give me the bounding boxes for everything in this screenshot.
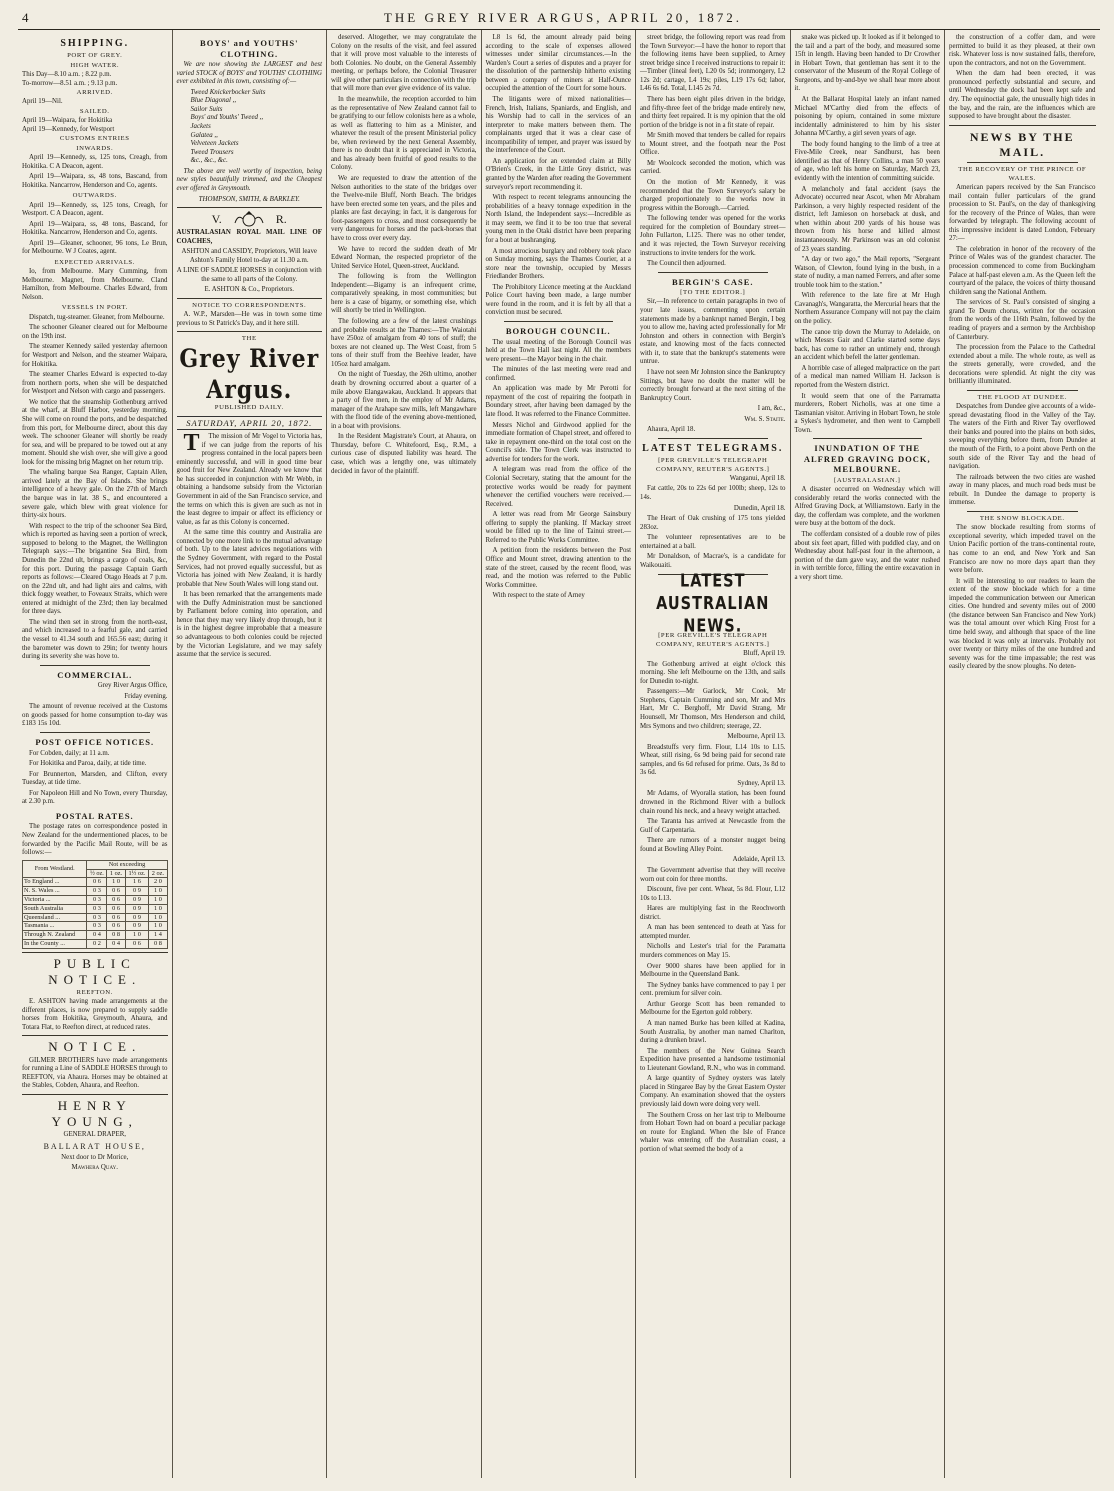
commercial-office: Grey River Argus Office, — [97, 682, 168, 690]
prince-paragraph: The celebration in honor of the recovery of the Prince of Wales was of the grandest character. The procession commenced to come from Buckingham Palace at half-past eleven a.m. As the Queen left the courtyard of the palace, the voices of thirty thousand children sang the National Anthem. — [949, 245, 1096, 296]
sailed-entry: April 19—Kennedy, for Westport — [22, 125, 115, 133]
clothing-heading: BOYS' and YOUTHS' CLOTHING. — [200, 38, 299, 59]
article-paragraph: The following are a few of the latest crushings and probable results at the Thames:—The Waiotahi have 250oz of amalgam from 40 tons of stuff; the boxes are not cleaned up. The West Coast, from 5 tons of their stuff from the Beehive leader, have 105oz hard amalgam. — [331, 318, 477, 368]
telegram-place: Wanganui, April 18. — [729, 474, 786, 482]
henry-young-heading: HENRY YOUNG, — [51, 1097, 138, 1129]
aus-text: A man named Burke has been killed at Kadina, South Australia, by another man named Charlton, during a drunken brawl. — [640, 1019, 786, 1045]
rates-row — [23, 922, 168, 931]
borough-paragraph: With respect to the state of Arney — [492, 592, 585, 600]
telegram-text: The Heart of Oak crushing of 175 tons yielded 283oz. — [640, 515, 786, 531]
shipping-news: We notice that the steamship Gothenburg arrived at the wharf, at Bluff Harbor, yesterday morning. She will come on round the ports, and be despatched from this port, for Melbourne direct, about this day week. The schooner Gleaner will shortly be ready for sea, and will be prepared to be towed out at any moment. Should she wish over, she will give a good look for the missing brig Magnet on her return trip. — [22, 398, 168, 466]
clothing-item: Tweed Trousers — [190, 148, 234, 156]
rates-value: 0 9 — [125, 922, 149, 931]
news-by-mail-heading: NEWS BY THE MAIL. — [969, 129, 1075, 159]
aus-text: A horrible case of alleged malpractice on the part of a medical man named William H. Jackson is reported from the Western district. — [794, 364, 940, 389]
sailed-entry: April 19—Waipara, for Hokitika — [22, 117, 113, 125]
rates-row — [23, 878, 168, 887]
rates-value: 0 2 — [87, 939, 107, 948]
column-6 — [791, 30, 946, 1478]
aus-text: With reference to the late fire at Mr Hugh Cavanagh's, Wangaratta, the Mercurial hears that the Northern Assurance Company will not pay the claim on the policy. — [794, 292, 940, 325]
inwards-heading: INWARDS. — [76, 144, 114, 152]
aus-text: The Taranta has arrived at Newcastle from the Gulf of Carpentaria. — [640, 818, 786, 834]
aus-text: Arthur George Scott has been remanded to Melbourne for the Egerton gold robbery. — [640, 1000, 786, 1017]
aus-place: Melbourne, April 13. — [727, 733, 786, 741]
telegram-text: Fat cattle, 20s to 22s 6d per 100lb; sheep, 12s to 14s. — [640, 485, 786, 501]
post-office-heading: POST OFFICE NOTICES. — [35, 737, 155, 748]
article-paragraph: A most atrocious burglary and robbery took place on Sunday morning, says the Thames Courier, at a store near the township, occupied by Messrs Friedlander Brothers. — [485, 247, 631, 281]
correspondents-text: A. W.P., Marsden—He was in town some time previous to St Patrick's Day, and it here still. — [176, 311, 322, 327]
rates-from-header: From Westland. — [23, 860, 87, 878]
page-number: 4 — [22, 10, 30, 25]
borough-paragraph: An application was made by Mr Perotti for repayment of the cost of repairing the footpath in Boundary street, after having been damaged by the late flood. It was referred to the Finance Committee. — [485, 385, 631, 419]
aus-text: The canoe trip down the Murray to Adelaide, on which Messrs Gair and Clarke started some days back, has come to rather an untimely end, through an accident which befell the latter gentleman. — [794, 328, 940, 362]
clothing-item: Jackets — [190, 123, 211, 130]
post-notice: For Napoleon Hill and No Town, every Thursday, at 2.30 p.m. — [22, 789, 168, 806]
column-2 — [173, 30, 328, 1478]
rates-value: 0 6 — [107, 895, 125, 904]
bergin-signature: Wm. S. Staite. — [744, 415, 786, 423]
high-water-heading: HIGH WATER. — [70, 61, 120, 69]
rates-value: 1 0 — [149, 887, 167, 896]
prince-paragraph: American papers received by the San Francisco mail contain fuller particulars of the grand procession to St. Paul's, on the day of thanksgiving for the recovery of the Prince of Wales, than were forwarded by telegraph. The following account of this impressive incident is dated London, February 27:— — [949, 183, 1096, 243]
latest-telegrams-heading: LATEST TELEGRAMS. — [642, 442, 784, 454]
dundee-paragraph: Despatches from Dundee give accounts of a wide-spread devastating flood in the Valley of the Tay. The waters of the Firth and River Tay overflowed their banks and poured into the plains on both sides, sweeping everything before them, from Dundee at the mouth of the Firth, to a point above Perth on the south side of the River Tay and the head of navigation. — [949, 403, 1096, 471]
rates-value: 0 9 — [125, 913, 149, 922]
borough-paragraph: street bridge, the following report was read from the Town Surveyor:—I have the honor to report that the following items have been supplied, to Arney street bridge since I received instructions to repair it:—Timber (lineal feet), L20 0s 5d; ironmongery, L2 12s 2d; cartage, L4 19s; piles, L19 17s 6d; labor, L46 6s 6d. Total, L145 2s 7d. — [640, 34, 786, 93]
aus-text: Passengers:—Mr Garlock, Mr Cook, Mr Stephens, Captain Cumming and son, Mr and Mrs Hart, Mr C. Berghoff, Mr David Strang, Mr Hounsell, Mr Thomson, Mrs Henderson and child, Mrs Symons and two children; steerage, 22. — [640, 688, 786, 730]
rates-row — [23, 887, 168, 896]
article-paragraph: The litigants were of mixed nationalities—French, Irish, Italians, Spaniards, and English, and his Worship had to call in the services of an interpreter to make matters between them. The complainants urged that it was a clear case of incompatibility of temper, and prayer was issued by the interference of the Court. — [485, 95, 631, 155]
borough-paragraph: A telegram was read from the office of the Colonial Secretary, stating that the amount for the protective works would be ready for payment whenever the certified vouchers were received.—Received. — [485, 466, 631, 508]
aus-text: The members of the New Guinea Search Expedition have presented a handsome testimonial to Lieutenant Gowland, R.N., who was in command. — [640, 1047, 786, 1072]
aus-text: The body found hanging to the limb of a tree at Five-Mile Creek, near Sandhurst, has been identified as that of Henry Collins, a man 50 years of age, who left his home on Saturday, March 23, evidently with the intention of committing suicide. — [794, 140, 940, 182]
leader-paragraph: It has been remarked that the arrangements made with the Duffy Administration must be sanctioned by Parliament before coming into operation, and hence that they may very likely drop through, but it is in the highest degree improbable that a measure so advantageous to both colonies could be rejected by the Victorian Legislature, and we may safely assume that the service is secured. — [176, 591, 322, 659]
dundee-heading: THE FLOOD AT DUNDEE. — [977, 393, 1067, 401]
article-paragraph: The Prohibitory Licence meeting at the Auckland Police Court having been made, a large number were found in the room, and it is felt by all that a conviction must be secured. — [485, 283, 631, 317]
vessels-list: Dispatch, tug-steamer. Gleaner, from Melbourne. — [29, 313, 165, 321]
article-paragraph: An application for an extended claim at Billy O'Brien's Creek, in the Little Grey district, was granted by the Warden after reading the Government surveyor's report recommending it. — [485, 157, 631, 191]
dundee-paragraph: The railroads between the two cities are washed away in many places, and much road beds must be rebuilt. In Dundee the damage to property is immense. — [949, 473, 1096, 507]
newspaper-page — [18, 8, 1100, 1482]
aus-text: Over 9000 shares have been applied for in Melbourne in the Queensland Bank. — [640, 962, 786, 979]
aus-place: Bluff, April 19. — [743, 650, 786, 657]
ballarat-house: BALLARAT HOUSE, — [43, 1141, 146, 1151]
rates-value: 0 3 — [87, 887, 107, 896]
rates-value: 0 3 — [87, 895, 107, 904]
leader-paragraph: T The mission of Mr Vogel to Victoria has, if we can judge from the reports of his progress contained in the local papers been eminently successful, and will in good time bear good fruit for New Zealand. Already we know that he has succeeded in conjunction with Mr Webb, in obtaining a handsome subsidy from the Victorian Government in aid of the San Francisco service, and the terms on which this is given are such as not in the least degree to impair or affect its efficiency or value, as far as this Colony is concerned. — [176, 430, 322, 526]
rates-destination: Through N. Zealand — [23, 931, 87, 940]
rates-row — [23, 939, 168, 948]
rates-value: 0 4 — [87, 931, 107, 940]
rates-value: 1 0 — [107, 878, 125, 887]
aus-text: A melancholy and fatal accident (says the Advocate) occurred near Ascot, when Mr Abraham Parkinson, a very highly respected resident of the district, left Jamieson on horseback at dusk, and when within about 200 yards of his house was thrown from his horse and killed almost instantaneously. Mr Parkinson was an old colonist of 23 years standing. — [794, 185, 940, 253]
shipping-news: The steamer Kennedy sailed yesterday afternoon for Westport and Nelson, and the steamer Waipara, for Hokitika. — [22, 343, 168, 368]
columns — [18, 30, 1100, 1478]
article-paragraph: We are requested to draw the attention of the Nelson authorities to the state of the bridges over the Twelve-mile Bluff, North Beach. The bridges have been erected some ten years, and the piles and planks are fast decaying; in fact, it is dangerous for foot-passengers to cross, and most consequently be very dangerous for horses and the pack-horses that have to cross over every day. — [331, 175, 477, 242]
arrived-heading: ARRIVED. — [76, 89, 113, 97]
masthead: Grey River Argus. — [179, 343, 320, 405]
aus-text: The Gothenburg arrived at eight o'clock this morning. She left Melbourne on the 13th, and sails for Dunedin to-night. — [640, 660, 786, 685]
borough-paragraph: A petition from the residents between the Post Office and Mount street, drawing attention to the state of the street, caused by the recent flood, was read, and the motion was referred to the Public Works Committee. — [485, 547, 631, 589]
rates-col-header: 1½ oz. — [125, 869, 149, 878]
rates-value: 0 6 — [125, 939, 149, 948]
rates-value: 2 0 — [149, 878, 167, 887]
rates-value: 1 6 — [125, 878, 149, 887]
post-notice: For Hokitika and Paroa, daily, at tide time. — [29, 760, 147, 768]
high-water-tomorrow: To-morrow—8.51 a.m. ; 9.13 p.m. — [22, 79, 118, 87]
article-paragraph: In the Resident Magistrate's Court, at Ahaura, on Thursday, before C. Whitefoord, Esq., R.M., a curious case of disputed liability was heard. The case, which was a lengthy one, was ultimately decided in favor of the plaintiff. — [331, 433, 477, 475]
aus-text: snake was picked up. It looked as if it belonged to the tail and a part of the body, and measured some 15ft in length. Having been handed to Dr Crowther in Hobart Town, that gentleman has sent it to the conservator of the Museum of the Royal College of Surgeons, and by-and-bye we shall hear more about it. — [794, 34, 940, 93]
public-notice-heading: PUBLIC NOTICE. — [48, 955, 142, 987]
column-4 — [482, 30, 637, 1478]
clothing-item: Tweed Knickerbocker Suits — [190, 88, 266, 96]
clothing-intro: We are now showing the LARGEST and best varied STOCK of BOYS' and YOUTHS' CLOTHING ever exhibited in this town, consisting of:— — [176, 61, 322, 86]
notice-heading: NOTICE. — [48, 1039, 142, 1055]
article-paragraph: L8 1s 6d, the amount already paid being according to the scale of expenses allowed witnesses under similar circumstances.—In the Warden's Court a series of disputes and a prayer for the dissolution of the partnership hitherto existing between a company of miners at Half-Ounce occupied the attention of the Court for some hours. — [485, 34, 631, 93]
rates-row — [23, 913, 168, 922]
rates-value: 0 8 — [107, 931, 125, 940]
telegram-place: Dunedin, April 18. — [733, 504, 786, 512]
clothing-item: &c., &c., &c. — [190, 157, 228, 165]
graving-dock-paragraph: the construction of a coffer dam, and were permitted to build it as they pleased, at their own risk. Whatever loss is now sustained falls, therefore, upon the contractors, and not on the Government. — [949, 34, 1096, 67]
rates-destination: South Australia — [23, 904, 87, 913]
reefton-heading: REEFTON. — [76, 988, 113, 996]
sailed-heading: SAILED. — [79, 107, 110, 115]
rates-value: 0 3 — [87, 913, 107, 922]
royal-coat-of-arms — [177, 211, 323, 227]
aus-text: The Sydney banks have commenced to pay 1 per cent. premium for silver coin. — [640, 981, 786, 998]
aus-text: The Government advertise that they will receive worn out coin for three months. — [640, 866, 786, 883]
arrived-entry: April 19—Nil. — [22, 98, 63, 106]
aus-text: Nicholls and Lester's trial for the Paramatta murders commences on May 15. — [640, 943, 786, 959]
clothing-item: Sailor Suits — [190, 105, 223, 113]
rates-value: 0 6 — [107, 913, 125, 922]
rates-value: 0 6 — [107, 904, 125, 913]
article-paragraph: The following is from the Wellington Independent:—Bigamy is an infrequent crime, comparatively speaking, in most communities; but here is a case of bigamy, or something else, which will shortly be tried in Wellington. — [331, 273, 477, 315]
draper-line: GENERAL DRAPER, — [63, 1131, 127, 1139]
coat-letter-r: R. — [275, 211, 287, 226]
aus-credit: [PER GREVILLE'S TELEGRAPH COMPANY, REUTER'S AGENTS.] — [656, 632, 770, 648]
rates-value: 0 9 — [125, 887, 149, 896]
borough-paragraph: The Council then adjourned. — [647, 260, 726, 268]
borough-paragraph: Messrs Nichol and Girdwood applied for the immediate formation of Chapel street, and offered to take in repayment one-third on the total cost on the Council's side. The Town Clerk was instructed to advertise for tenders for the work. — [485, 421, 631, 463]
aus-text: "A day or two ago," the Mail reports, "Sergeant Watson, of Clewton, found lying in the bush, in a state of nudity, a man named Ferrers, and after some trouble took him to the station." — [794, 256, 940, 289]
outwards-entry: April 19—Gleaner, schooner, 96 tons, Le Brun, for Melbourne. W J Coates, agent. — [22, 239, 168, 256]
column-5 — [636, 30, 791, 1478]
clothing-item: Blue Diagonal ,, — [190, 97, 237, 105]
rates-exceeding-header: Not exceeding — [87, 860, 167, 869]
graving-dock-credit: [AUSTRALASIAN.] — [834, 476, 901, 484]
telegram-text: Mr Donaldson, of Macrae's, is a candidate for Waikouaiti. — [640, 553, 786, 569]
rates-value: 0 9 — [125, 904, 149, 913]
rates-destination: Tasmania ... — [23, 922, 87, 931]
rates-value: 0 3 — [87, 922, 107, 931]
clothing-items — [177, 89, 323, 166]
running-head — [18, 8, 1100, 30]
rates-row — [23, 904, 168, 913]
snow-heading: THE SNOW BLOCKADE. — [979, 514, 1065, 522]
article-paragraph: deserved. Altogether, we may congratulate the Colony on the results of the visit, and feel assured that it will prove most valuable to the interests of both Colonies. No doubt, on the General Assembly meeting, or perhaps before, the Colonial Treasurer will give other particulars in connection with the trip that will more than ever give evidence of its value. — [331, 34, 477, 93]
prince-paragraph: The services of St. Paul's consisted of singing a grand Te Deum chorus, written for the occasion from the words of the 116th Psalm, followed by the reading of prayers and a sermon by the Archbishop of Canterbury. — [949, 299, 1096, 341]
telegram-text: The volunteer representatives are to be entertained at a ball. — [640, 534, 786, 550]
next-door: Next door to Dr Morice, — [61, 1153, 129, 1161]
shipping-news: With respect to the trip of the schooner Sea Bird, which is reported as having seen a portion of wreck, supposed to belong to the Magnet, the Wellington Telegraph says:—The brigantine Sea Bird, from Dunedin the 22nd ult, brings a cargo of coals, &c, for this port. During the passage Captain Garth reports as follows:—Cleared Otago Heads at 7 p.m. on the 22nd ult, and had light airs and calms, with thick foggy weather, to Foveaux Straits, which were entered at midnight of the 23rd; then lay becalmed for three days. — [22, 522, 168, 616]
rates-destination: Victoria ... — [23, 895, 87, 904]
rates-row — [23, 931, 168, 940]
rates-col-header: 1 oz. — [107, 869, 125, 878]
aus-place: Adelaide, April 13. — [732, 856, 786, 864]
commercial-day: Friday evening. — [124, 692, 168, 700]
aus-text: There are rumors of a monster nugget being found at Bowling Alley Point. — [640, 837, 786, 853]
bergin-paragraph: I have not seen Mr Johnston since the Bankruptcy Sittings, but have no doubt the matter will be correctly brought forward at the next sitting of the Bankruptcy Court. — [640, 368, 786, 402]
inwards-entry: April 19—Kennedy, ss, 125 tons, Creagh, from Hokitika. C A Deacon, agent. — [22, 153, 168, 170]
shipping-news: The steamer Charles Edward is expected to-day from northern ports, when she will be despatched for Westport and Nelson with cargo and passengers. — [22, 371, 168, 396]
masthead-the: THE — [241, 335, 257, 343]
leader-paragraph: At the same time this country and Australia are connected by one more link to the mutual advantage of both. Up to the latest advices negotiations with the Sydney Government, with regard to the Postal Services, had not proved equally successful, but as Victoria has joined with New Zealand, it is hardly probable that New South Wales will long stand out. — [176, 529, 322, 588]
bergin-place: Ahaura, April 18. — [647, 426, 696, 434]
post-notice: For Cobden, daily; at 11 a.m. — [29, 749, 110, 757]
borough-council-heading: BOROUGH COUNCIL. — [505, 326, 611, 336]
gilmer-ad: GILMER BROTHERS have made arrangements for running a Line of SADDLE HORSES through to REEFTON, via Ahaura. Horses may be obtained at the Stables, Cobden, Ahaura, and Reefton. — [22, 1056, 168, 1090]
borough-paragraph: The minutes of the last meeting were read and confirmed. — [485, 366, 631, 382]
rates-value: 0 6 — [107, 887, 125, 896]
rates-destination: N. S. Wales ... — [23, 887, 87, 896]
postal-rates-table — [22, 860, 168, 949]
rates-value: 0 6 — [87, 878, 107, 887]
bergin-heading: BERGIN'S CASE. — [671, 276, 754, 287]
rates-col-header: 2 oz. — [149, 869, 167, 878]
clothing-note: The above are well worthy of inspection, being new styles beautifully trimmed, and the Cheapest ever offered in Greymouth. — [176, 167, 322, 192]
rates-value: 1 4 — [149, 931, 167, 940]
rates-row — [23, 895, 168, 904]
rates-value: 0 8 — [149, 939, 167, 948]
borough-paragraph: There has been eight piles driven in the bridge, and fifty-three feet of the bridge made entirely new, and thirty feet repaired. It is my opinion that the old portion of the bridge is not in a fit state of repair. — [640, 95, 786, 129]
borough-paragraph: Mr Smith moved that tenders be called for repairs to Mount street, and the footpath near the Post Office. — [640, 132, 786, 157]
rates-value: 1 0 — [149, 913, 167, 922]
royal-mail-heading: AUSTRALASIAN ROYAL MAIL LINE OF COACHES, — [176, 229, 322, 245]
expected-list: Io, from Melbourne. Mary Cumming, from Melbourne. Magnet, from Melbourne. Cland Hamilton, from Melbourne. Charles Edward, from Nelson. — [22, 268, 168, 301]
royal-mail-text: ASHTON and CASSIDY, Proprietors, Will leave Ashton's Family Hotel to-day at 11.30 a.m. — [181, 248, 317, 264]
aus-text: At the Ballarat Hospital lately an infant named Michael M'Carthy died from the effects of poisoning by opium, contained in some mixture incidentally administered to him by his sister Johanna M'Carthy, a girl seven years of age. — [794, 95, 940, 138]
article-paragraph: On the night of Tuesday, the 26th ultimo, another death by drowning occurred about a quarter of a mile above Elangawakau, Auckland. It appears that a party of five men, in the employ of Mr Adams, manager of the Arahape saw mills, left Mangawhare with the flood tide of the evening above-mentioned, in a boat with provisions. — [331, 371, 477, 430]
aus-text: Discount, five per cent. Wheat, 5s 8d. Flour, L12 10s to L13. — [640, 886, 786, 902]
correspondents-heading: NOTICE TO CORRESPONDENTS. — [192, 302, 307, 309]
rates-col-header: ½ oz. — [87, 869, 107, 878]
snow-paragraph: The snow blockade resulting from storms of exceptional severity, which impeded travel on the Union Pacific portion of the trans-continental route, has come to an end, and New York and San Francisco are now no more days apart than they were before. — [949, 524, 1096, 575]
clothing-item: Galatea ,, — [190, 131, 218, 139]
outwards-heading: OUTWARDS. — [72, 192, 117, 200]
rates-value: 0 3 — [87, 904, 107, 913]
aus-place: Sydney, April 13. — [737, 779, 786, 787]
shipping-news: The schooner Gleaner cleared out for Melbourne on the 19th inst. — [22, 324, 168, 340]
commercial-text: The amount of revenue received at the Customs on goods passed for home consumption to-day was £183 15s 10d. — [22, 703, 168, 728]
rates-value: 1 0 — [149, 895, 167, 904]
borough-paragraph: On the motion of Mr Kennedy, it was recommended that the Town Surveyor's salary be charged proportionately to the works now in progress within the Borough.—Carried. — [640, 179, 786, 212]
bergin-signoff: I am, &c., — [757, 405, 786, 413]
telegram-credit: [PER GREVILLE'S TELEGRAPH COMPANY, REUTER'S AGENTS.] — [656, 457, 770, 473]
borough-paragraph: Mr Woolcock seconded the motion, which was carried. — [640, 159, 786, 176]
aus-text: Mr Adams, of Wyoralla station, has been found drowned in the Richmond River with a bullock chain round his neck, and a heavy weight attached. — [640, 790, 786, 815]
aus-text: A man has been sentenced to death at Yass for attempted murder. — [640, 924, 786, 940]
shipping-news: The whaling barque Sea Ranger, Captain Allen, arrived lately at the Bay of Islands. She brings intelligence of a heavy gale. On the 27th of March the barque was in lat. 38 S., and encountered a severe gale, which blew with great violence for thirty-six hours. — [22, 469, 168, 520]
aus-text: A large quantity of Sydney oysters was lately placed in Stingaree Bay by the Great Eastern Oyster Company. An examination showed that the oysters previously laid down were doing very well. — [640, 1075, 786, 1108]
issue-date: SATURDAY, APRIL 20, 1872. — [177, 416, 323, 431]
coat-letter-v: V. — [211, 211, 222, 226]
post-notice: For Brunnerton, Marsden, and Clifton, every Tuesday, at tide time. — [22, 770, 168, 787]
expected-heading: EXPECTED ARRIVALS. — [54, 258, 136, 266]
column-3 — [327, 30, 482, 1478]
column-1 — [18, 30, 173, 1478]
graving-dock-paragraph: The cofferdam consisted of a double row of piles about six feet apart, filled with puddled clay, and on Wednesday about half-past four in the afternoon, a portion of the dam gave way, and the water rushed in with terrible force, filling the entire excavation in a very short time. — [794, 531, 940, 581]
port-heading: PORT OF GREY. — [67, 52, 123, 60]
aus-text: Breadstuffs very firm. Flour, L14 10s to L15. Wheat, still rising, 6s 9d being paid for second rate samples, and 6s 6d refused for prime. Oats, 3s 8d to 3s 6d. — [640, 743, 786, 777]
prince-paragraph: The procession from the Palace to the Cathedral extended about a mile. The whole route, as well as the streets generally, were crowded, and the decorations were splendid. At night the city was brilliantly illuminated. — [949, 344, 1096, 386]
rates-destination: Queensland ... — [23, 913, 87, 922]
commercial-heading: COMMERCIAL. — [57, 669, 133, 680]
aus-text: Hares are multiplying fast in the Reochworth district. — [640, 905, 786, 921]
newspaper-title-line: THE GREY RIVER ARGUS, APRIL 20, 1872. — [383, 10, 743, 25]
rates-value: 1 0 — [125, 931, 149, 940]
bergin-to-editor: [TO THE EDITOR.] — [680, 289, 746, 297]
outwards-entry: April 19—Kennedy, ss, 125 tons, Creagh, for Westport. C A Deacon, agent. — [22, 201, 168, 218]
postal-rates-text: The postage rates on correspondence posted in New Zealand for the undermentioned places, to be forwarded by the Pacific Mail Route, will be as follows:— — [22, 823, 168, 857]
vessels-heading: VESSELS IN PORT. — [61, 304, 128, 312]
article-paragraph: With respect to recent telegrams announcing the probabilities of a heavy tonnage expedition in the North Island, the Independent says:—Incredible as it may seem, we find it to be too true that several young men in the Otaki district have been preparing for a bout at bushranging. — [485, 194, 631, 244]
rates-value: 0 4 — [107, 939, 125, 948]
latest-australian-news-heading: LATEST AUSTRALIAN NEWS. — [656, 570, 770, 636]
shipping-heading: SHIPPING. — [60, 38, 130, 49]
reefton-ad: E. ASHTON having made arrangements at the different places, is now prepared to supply saddle horses from Hokitika, Greymouth, Ahaura, and Totara Flat, to Reefton direct, at reduced rates. — [22, 998, 168, 1031]
graving-dock-heading: INUNDATION OF THE ALFRED GRAVING DOCK, MELBOURNE. — [803, 443, 931, 475]
rates-value: 0 9 — [125, 895, 149, 904]
graving-dock-paragraph: A disaster occurred on Wednesday which will considerably retard the works connected with the Alfred Graving Dock, at Williamstown. Early in the day, the cofferdam was complete, and the workmen were busy at the bottom of the dock. — [794, 486, 940, 528]
clothing-item: Velveteen Jackets — [190, 140, 239, 148]
article-paragraph: In the meanwhile, the reception accorded to him as the representative of New Zealand cannot fail to be gratifying to our fellow colonists here as a whole, as well as flattering to him as a Minister, and whatever the result of the present Ministerial policy be, when reviewed by the next General Assembly, there is no doubt that it is appreciated in Victoria, and has already been fruitful of good results to the Colony. — [331, 95, 477, 172]
rates-destination: To England ... — [23, 878, 87, 887]
crest-icon — [232, 211, 266, 227]
published-daily: PUBLISHED DAILY. — [214, 404, 284, 412]
outwards-entry: April 19—Waipara, ss, 48 tons, Bascand, for Hokitika. Nancarrow, Henderson and Co, agents. — [22, 220, 168, 237]
inwards-entry: April 19—Waipara, ss, 48 tons, Bascand, from Hokitika. Nancarrow, Henderson and Co, agents. — [22, 173, 168, 189]
saddle-firm: E. ASHTON & Co., Proprietors. — [204, 286, 294, 294]
bergin-paragraph: Sir,—In reference to certain paragraphs in two of your late issues, commenting upon certain statements made by a bankrupt named Bergin, I beg you to allow me, having acted professionally for Mr Johnston and others in connection with Bergin's estate, and knowing most of the facts connected with it, to state that the bankrupt's statements were untrue. — [640, 298, 786, 366]
column-7 — [945, 30, 1100, 1478]
high-water-today: This Day—8.10 a.m. ; 8.22 p.m. — [22, 70, 112, 78]
rates-value: 1 0 — [149, 922, 167, 931]
customs-heading: CUSTOMS ENTRIES — [59, 135, 130, 143]
borough-paragraph: The usual meeting of the Borough Council was held at the Town Hall last night. All the members were present—the Mayor being in the chair. — [485, 338, 631, 363]
rates-value: 1 0 — [149, 904, 167, 913]
graving-dock-paragraph: When the dam had been erected, it was pronounced perfectly substantial and secure, and until Wednesday the dock had been kept safe and dry. The equinoctial gale, the unusually high tides in the bay, and the rain, are the influences which are supposed to have brought about the disaster. — [949, 70, 1096, 121]
clothing-item: Boys' and Youths' Tweed ,, — [190, 114, 264, 122]
clothing-firm: THOMPSON, SMITH, & BARKLEY. — [198, 195, 300, 203]
aus-text: The Southern Cross on her last trip to Melbourne from Hobart Town had on board a peculiar package en route for England. When the Isle of France whaler was entering off the Australian coast, a portion of what seemed the body of a — [640, 1111, 786, 1153]
prince-heading: THE RECOVERY OF THE PRINCE OF WALES. — [958, 166, 1087, 182]
mawhera-quay: Mawhera Quay. — [71, 1164, 118, 1172]
article-paragraph: We have to record the sudden death of Mr Edward Norman, the respected proprietor of the United Service Hotel, Queen-street, Auckland. — [331, 245, 477, 270]
snow-paragraph: It will be interesting to our readers to learn the extent of the snow blockade which for a time impeded the communication between our American cities. One hundred and seventy miles out of 2000 (the distance between San Francisco and New York) was the total amount over which King Frost for a time held sway, and although that space of the line was blocked it was only at intervals. Probably not over twenty or thirty miles of the one hundred and seventy was for the time impassable; the rest was easily cleared by the snow ploughs. No deten- — [949, 577, 1096, 671]
saddle-horses-text: A LINE OF SADDLE HORSES in conjunction with the same to all parts of the Colony. — [176, 267, 322, 283]
aus-text: It would seem that one of the Parramatta murderers, Robert Nicholls, was at one time a Tasmanian visitor. Arriving in Hobart Town, he stole a Sykes's hydrometer, and then went to Campbell Town. — [794, 392, 940, 434]
shipping-news: The wind then set in strong from the north-east, and which increased to a fearful gale, and carried the vessel to 41.34 south and 165.56 east; during it the barometer was down to 29in; for twenty hours during its severity she was hove to. — [22, 618, 168, 661]
rates-value: 0 6 — [107, 922, 125, 931]
borough-paragraph: A letter was read from Mr George Sainsbury offering to supply the planking. If Mackay street would be filled up to the line of Tainui street.—Referred to the Public Works Committee. — [485, 511, 631, 544]
borough-paragraph: The following tender was opened for the works required for the completion of Boundary street—John Fullarton, L125. There was no other tender, and it was rejected, the Town Surveyor receiving instructions to invite tenders for the work. — [640, 215, 786, 257]
postal-rates-heading: POSTAL RATES. — [55, 810, 134, 821]
rates-destination: In the County ... — [23, 939, 87, 948]
